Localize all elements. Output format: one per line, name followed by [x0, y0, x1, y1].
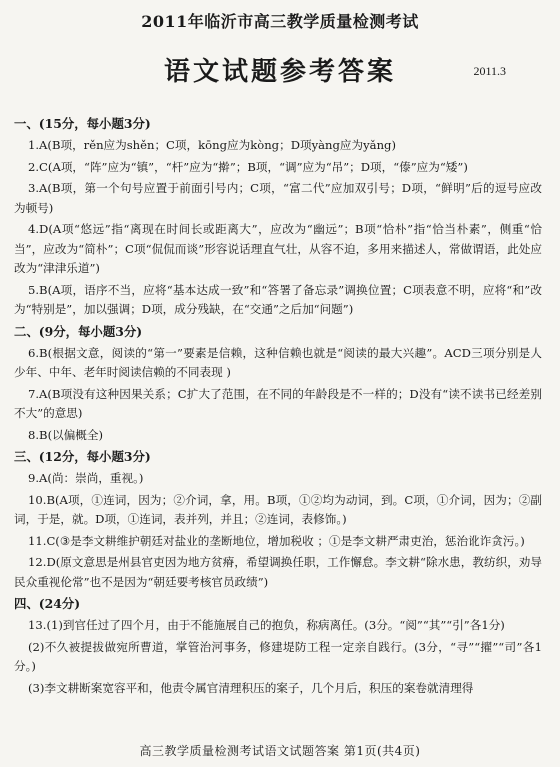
answer-item: (3)李文耕断案宽容平和，他责令属官清理积压的案子，几个月后，积压的案卷就清理得	[28, 680, 474, 695]
answer-item: 12.D(原文意思是州县官吏因为地方贫瘠，希望调换任职，工作懈怠。李文耕“除水患，教纺织，劝导民众重视伦常”也不是因为“朝廷要考核官员政绩”)	[14, 555, 542, 589]
answer-item: 6.B(根据文意，阅读的“第一”要素是信赖，这种信赖也就是“阅读的最大兴趣”。ACD三项分别是人少年、中年、老年时阅读信赖的不同表现 )	[14, 345, 542, 379]
answer-item: 10.B(A项，①连词，因为；②介词，拿，用。B项，①②均为动词，到。C项，①介词，因为；②副词，于是，就。D项，①连词，表并列，并且；②连词，表修饰。)	[14, 492, 542, 526]
answer-item: 2.C(A项，“阵”应为“镇”，“杆”应为“擀”；B项，“调”应为“吊”；D项，“傣”应为“矮”)	[28, 159, 468, 174]
answer-item: 13.(1)到官任过了四个月，由于不能施展自己的抱负，称病离任。(3分。“阅”“其”“引”各1分)	[28, 618, 505, 632]
exam-title: 2011年临沂市高三教学质量检测考试	[141, 12, 419, 31]
page-footer: 高三教学质量检测考试语文试题答案 第1页(共4页)	[139, 744, 421, 758]
answer-item: 11.C(③是李文耕维护朝廷对盐业的垄断地位，增加税收 ；①是李文耕严肃吏治，惩治讹诈贪污。)	[28, 533, 525, 548]
section-heading-4: 四、(24分)	[14, 596, 81, 611]
answer-item: 7.A(B项没有这种因果关系；C扩大了范围，在不同的年龄段是不一样的；D没有“读不读书已经差别不大”的意思)	[14, 386, 542, 420]
section-heading-3: 三、(12分，每小题3分)	[14, 449, 151, 464]
answer-item: 8.B(以偏概全)	[28, 427, 104, 442]
answer-item: 1.A(B项，rěn应为shěn；C项，kōng应为kòng；D项yàng应为yǎng)	[28, 138, 396, 152]
document-date: 2011.3	[473, 64, 506, 78]
answer-item: 3.A(B项，第一个句号应置于前面引号内；C项，“富二代”应加双引号；D项，“鲜明”后的逗号应改为顿号)	[14, 181, 542, 215]
document-title: 语文试题参考答案	[163, 57, 396, 87]
answer-item: (2)不久被提拔做宛所曹道，掌管治河事务，修建堤防工程一定亲自践行。(3分，“寻”“擢”“司”各1分。)	[14, 639, 542, 673]
section-heading-2: 二、(9分，每小题3分)	[14, 323, 143, 339]
answer-item: 4.D(A项“悠远”指“离现在时间长或距离大”，应改为“幽远”；B项“恰朴”指“恰当朴素”，侧重“恰当”，应改为“简朴”；C项“侃侃而谈”形容说话理直气壮，从容不迫，多用来描述人，常做谓语，此处应改为“津津乐道”)	[14, 222, 542, 275]
answer-content	[14, 114, 546, 698]
answer-item: 5.B(A项，语序不当，应将“基本达成一致”和“答署了备忘录”调换位置；C项表意不明，应将“和”改为“特别是”，加以强调；D项，成分残缺，在“交通”之后加“问题”)	[14, 282, 542, 316]
title-row	[14, 52, 546, 102]
answer-item: 9.A(尚：崇尚，重视。)	[28, 471, 144, 485]
section-heading-1: 一、(15分，每小题3分)	[14, 116, 151, 131]
